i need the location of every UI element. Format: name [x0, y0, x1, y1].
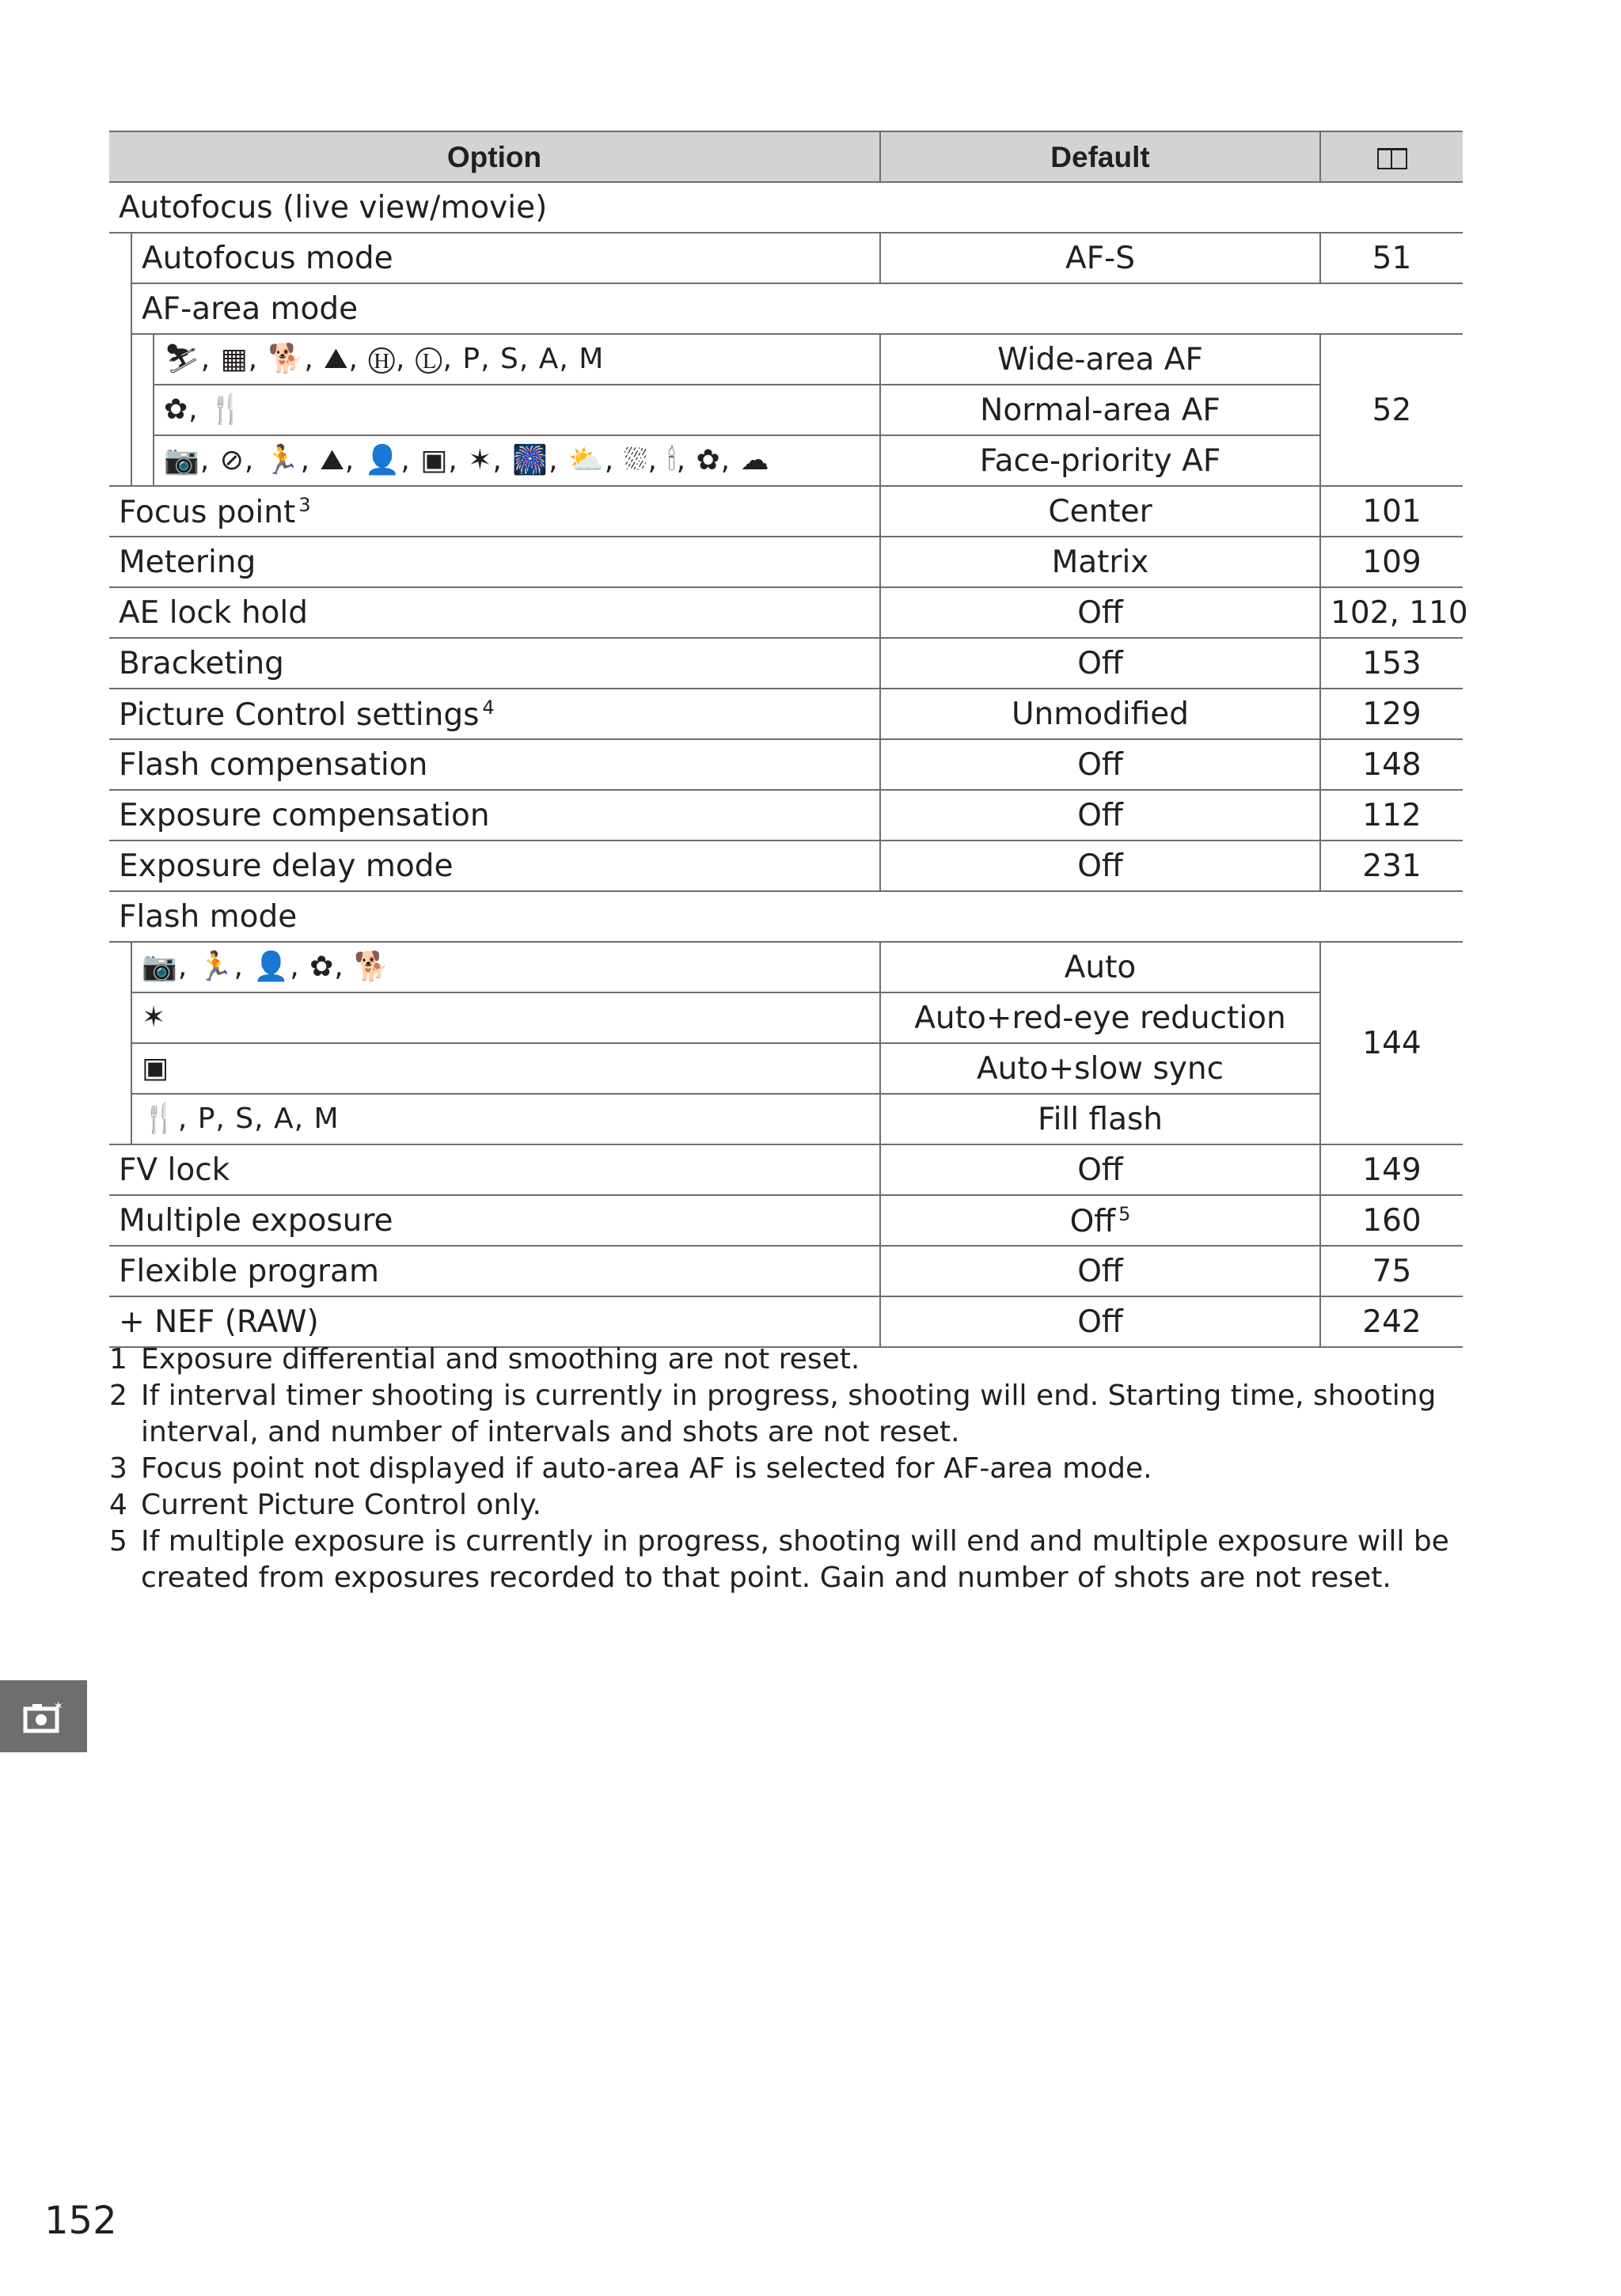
default-value: Off: [1077, 645, 1123, 681]
shooting-mode-icons: 🍴, P, S, A, M: [131, 1094, 880, 1144]
flash-mode-default: Auto: [880, 942, 1320, 992]
footnote: [109, 1487, 1471, 1524]
default-cell: [880, 739, 1320, 790]
table-row: [109, 537, 1463, 587]
af-area-default: Normal-area AF: [880, 385, 1320, 435]
option-cell: [109, 841, 880, 891]
shooting-mode-icons: ✶: [131, 992, 880, 1043]
table-row: [109, 689, 1463, 739]
option-label: Metering: [119, 544, 256, 580]
page-ref: 102, 110: [1320, 587, 1463, 638]
table-row: [109, 992, 1463, 1043]
default-cell: [880, 1246, 1320, 1296]
table-row: [109, 638, 1463, 689]
option-cell: [109, 486, 880, 537]
footnote-text: If multiple exposure is currently in progress, shooting will end and multiple exposure will be created from exposures recorded to that point. Gain and number of shots are not reset.: [141, 1525, 1449, 1594]
table-row: [109, 942, 1463, 992]
option-label: Picture Control settings: [119, 696, 480, 733]
defaults-table: [109, 131, 1468, 1348]
option-cell: [109, 638, 880, 689]
default-cell: [880, 841, 1320, 891]
default-value: Unmodified: [1011, 696, 1190, 732]
option-label: Flexible program: [119, 1253, 379, 1289]
footnotes: [109, 1342, 1471, 1596]
option-cell: [109, 1296, 880, 1347]
option-cell: [109, 790, 880, 841]
option-cell: [109, 1144, 880, 1195]
option-cell: [109, 689, 880, 739]
side-tab: [0, 1680, 87, 1752]
page-number: 152: [44, 2199, 117, 2243]
table-row: [109, 841, 1463, 891]
table-row: [109, 1094, 1463, 1144]
autofocus-mode-option: Autofocus mode: [131, 233, 880, 283]
table-row: [109, 182, 1463, 233]
page-ref: 148: [1320, 739, 1463, 790]
table-row: [109, 233, 1463, 283]
table-row: [109, 790, 1463, 841]
page-ref: 242: [1320, 1296, 1463, 1347]
page-ref: 109: [1320, 537, 1463, 587]
camera-settings-icon: [23, 1699, 64, 1734]
option-cell: [109, 587, 880, 638]
option-label: FV lock: [119, 1152, 230, 1188]
option-label: + NEF (RAW): [119, 1304, 319, 1340]
shooting-mode-icons: 📷, 🏃, 👤, ✿, 🐕: [131, 942, 880, 992]
table-row: [109, 587, 1463, 638]
flash-mode-title: Flash mode: [109, 891, 1463, 942]
table-row: [109, 486, 1463, 537]
shooting-mode-icons: ▣: [131, 1043, 880, 1094]
autofocus-mode-default: AF-S: [880, 233, 1320, 283]
shooting-mode-icons: ⛷, ▦, 🐕, ⛰, Ⓗ, Ⓛ, P, S, A, M: [154, 334, 880, 385]
footnote-text: If interval timer shooting is currently in progress, shooting will end. Starting time, shooting interval, and number of intervals and shots are not reset.: [141, 1379, 1437, 1448]
footnote-number: 5: [109, 1525, 127, 1558]
page-ref: 231: [1320, 841, 1463, 891]
table-row: [109, 1144, 1463, 1195]
table-row: [109, 1296, 1463, 1347]
page-ref: 101: [1320, 486, 1463, 537]
footnote-marker: 5: [1118, 1202, 1131, 1225]
header-reference: [1320, 131, 1463, 182]
default-value: Center: [1048, 493, 1152, 529]
default-value: Off: [1077, 746, 1123, 783]
option-cell: [109, 739, 880, 790]
default-value: Matrix: [1051, 544, 1149, 580]
af-area-mode-title: AF-area mode: [131, 283, 1463, 334]
table-row: [109, 1195, 1463, 1246]
footnote: [109, 1524, 1471, 1596]
footnote-marker: 4: [482, 696, 495, 719]
default-cell: [880, 1195, 1320, 1246]
default-cell: [880, 1296, 1320, 1347]
option-cell: [109, 537, 880, 587]
option-label: AE lock hold: [119, 594, 309, 631]
header-default: Default: [880, 131, 1320, 182]
default-value: Off: [1077, 1304, 1123, 1340]
option-label: Bracketing: [119, 645, 284, 681]
page-ref: 153: [1320, 638, 1463, 689]
table-row: [109, 1043, 1463, 1094]
table-row: [109, 1246, 1463, 1296]
shooting-mode-icons: 📷, ⊘, 🏃, ⛰, 👤, ▣, ✶, 🎆, ⛅, ⛆, 🕯, ✿, ☁: [154, 435, 880, 486]
footnote-number: 3: [109, 1452, 127, 1485]
footnote-number: 1: [109, 1343, 127, 1376]
af-area-default: Wide-area AF: [880, 334, 1320, 385]
flash-mode-default: Fill flash: [880, 1094, 1320, 1144]
default-cell: [880, 537, 1320, 587]
flash-mode-ref: 144: [1320, 942, 1463, 1144]
af-area-default: Face-priority AF: [880, 435, 1320, 486]
option-label: Focus point: [119, 494, 296, 530]
option-cell: [109, 1246, 880, 1296]
table-row: [109, 739, 1463, 790]
page-ref: 112: [1320, 790, 1463, 841]
footnote-text: Current Picture Control only.: [141, 1489, 541, 1521]
footnote: [109, 1378, 1471, 1451]
header-option: Option: [109, 131, 880, 182]
default-cell: [880, 790, 1320, 841]
table-row: [109, 435, 1463, 486]
default-value: Off: [1077, 848, 1123, 884]
default-cell: [880, 689, 1320, 739]
table-row: [109, 334, 1463, 385]
autofocus-section-title: Autofocus (live view/movie): [109, 182, 1463, 233]
default-value: Off: [1077, 1152, 1123, 1188]
footnote-number: 4: [109, 1489, 127, 1521]
shooting-mode-icons: ✿, 🍴: [154, 385, 880, 435]
default-value: Off: [1077, 594, 1123, 631]
default-cell: [880, 587, 1320, 638]
footnote-text: Exposure differential and smoothing are not reset.: [141, 1343, 860, 1376]
footnote-marker: 3: [298, 493, 311, 516]
flash-mode-default: Auto+red-eye reduction: [880, 992, 1320, 1043]
table-row: [109, 283, 1463, 334]
table-row: [109, 891, 1463, 942]
option-label: Multiple exposure: [119, 1202, 393, 1239]
page-ref: 160: [1320, 1195, 1463, 1246]
table-row: [109, 385, 1463, 435]
default-value: Off: [1069, 1203, 1116, 1239]
default-value: Off: [1077, 797, 1123, 833]
flash-mode-default: Auto+slow sync: [880, 1043, 1320, 1094]
page-ref: 149: [1320, 1144, 1463, 1195]
option-label: Flash compensation: [119, 746, 428, 783]
default-cell: [880, 486, 1320, 537]
default-cell: [880, 1144, 1320, 1195]
footnote-text: Focus point not displayed if auto-area AF is selected for AF-area mode.: [141, 1452, 1152, 1485]
option-cell: [109, 1195, 880, 1246]
book-reference-icon: [1377, 148, 1407, 169]
svg-text:✶: ✶: [53, 1698, 64, 1713]
option-label: Exposure delay mode: [119, 848, 454, 884]
page-ref: 129: [1320, 689, 1463, 739]
default-value: Off: [1077, 1253, 1123, 1289]
option-label: Exposure compensation: [119, 797, 490, 833]
page-ref: 75: [1320, 1246, 1463, 1296]
footnote-number: 2: [109, 1379, 127, 1412]
table-header-row: [109, 131, 1463, 182]
af-area-ref: 52: [1320, 334, 1463, 486]
footnote: [109, 1451, 1471, 1487]
default-cell: [880, 638, 1320, 689]
autofocus-mode-ref: 51: [1320, 233, 1463, 283]
footnote: [109, 1342, 1471, 1378]
